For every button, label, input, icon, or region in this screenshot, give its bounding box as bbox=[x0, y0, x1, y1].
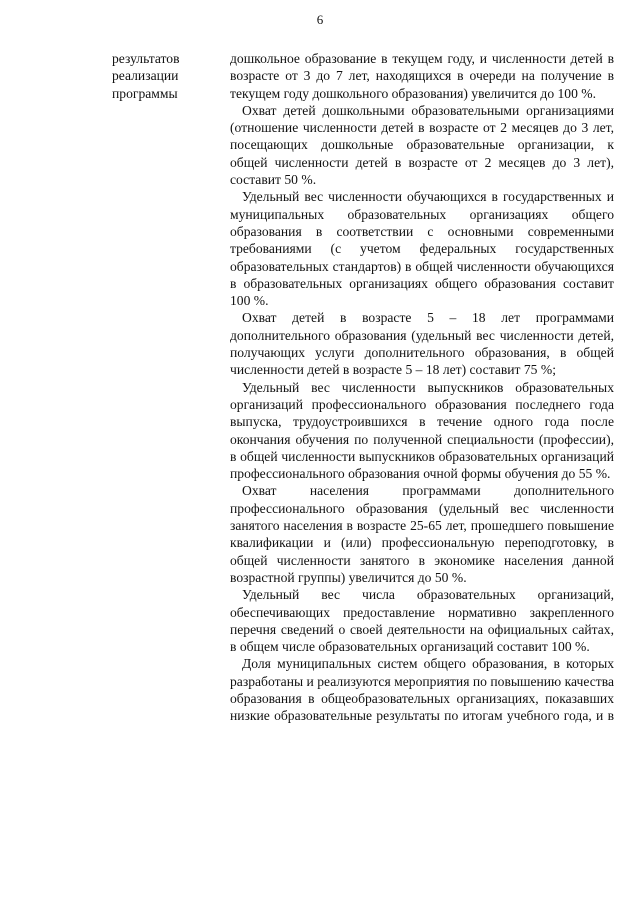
left-label-line: результатов bbox=[112, 51, 180, 66]
table-left-cell bbox=[112, 50, 212, 102]
paragraph-additional-education: Охват детей в возрасте 5 – 18 лет программами дополнительного образования (удельный вес численности детей, получающих услуги дополнительного образования, в общей численности детей в возрасте 5 – 18 лет) составит 75 %; bbox=[230, 310, 614, 378]
page-number: 6 bbox=[316, 12, 324, 27]
paragraph-quality-improvement: Доля муниципальных систем общего образования, в которых разработаны и реализуются мероприятия по повышению качества образования в общеобразовательных организациях, показавших низкие образовательные результаты по итогам учебного года, и в bbox=[230, 656, 614, 724]
paragraph-preschool-coverage: Охват детей дошкольными образовательными организациями (отношение численности детей в возрасте от 2 месяцев до 3 лет, посещающих дошкольные образовательные организации, к общей численности детей в возрасте от 2 месяцев до 3 лет), составит 50 %. bbox=[230, 102, 614, 188]
left-label-line: реализации bbox=[112, 68, 179, 84]
paragraph-preschool-queue: дошкольное образование в текущем году, и численности детей в возрасте от 3 до 7 лет, находящихся в очереди на получение в текущем году дошкольного образования) увеличится до 100 %. bbox=[230, 51, 614, 101]
paragraph-graduates-employment: Удельный вес численности выпускников образовательных организаций профессионального образования последнего года выпуска, трудоустроившихся в течение одного года после окончания обучения по полученной специальности (профессии), в общей численности выпускников образовательных организаций профессионального образования очной формы обучения до 55 %. bbox=[230, 379, 614, 482]
paragraph-standards-share: Удельный вес численности обучающихся в государственных и муниципальных образовательных организациях общего образования в соответствии с основными современными требованиями (с учетом федеральных государственных образовательных стандартов) в общей численности обучающихся в образовательных организациях общего образования составит 100 %. bbox=[230, 189, 614, 309]
paragraph-professional-retraining: Охват населения программами дополнительного профессионального образования (удельный вес численности занятого населения в возрасте 25-65 лет, прошедшего повышение квалификации и (или) профессиональную переподготовку, в общей численности занятого в экономике населения данной возрастной группы) увеличится до 50 %. bbox=[230, 483, 614, 585]
table-right-cell bbox=[230, 50, 614, 725]
paragraph-official-websites: Удельный вес числа образовательных организаций, обеспечивающих предоставление нормативно закрепленного перечня сведений о своей деятельности на официальных сайтах, в общем числе образовательных организаций составит 100 %. bbox=[230, 587, 614, 655]
left-label-line: программы bbox=[112, 85, 178, 101]
